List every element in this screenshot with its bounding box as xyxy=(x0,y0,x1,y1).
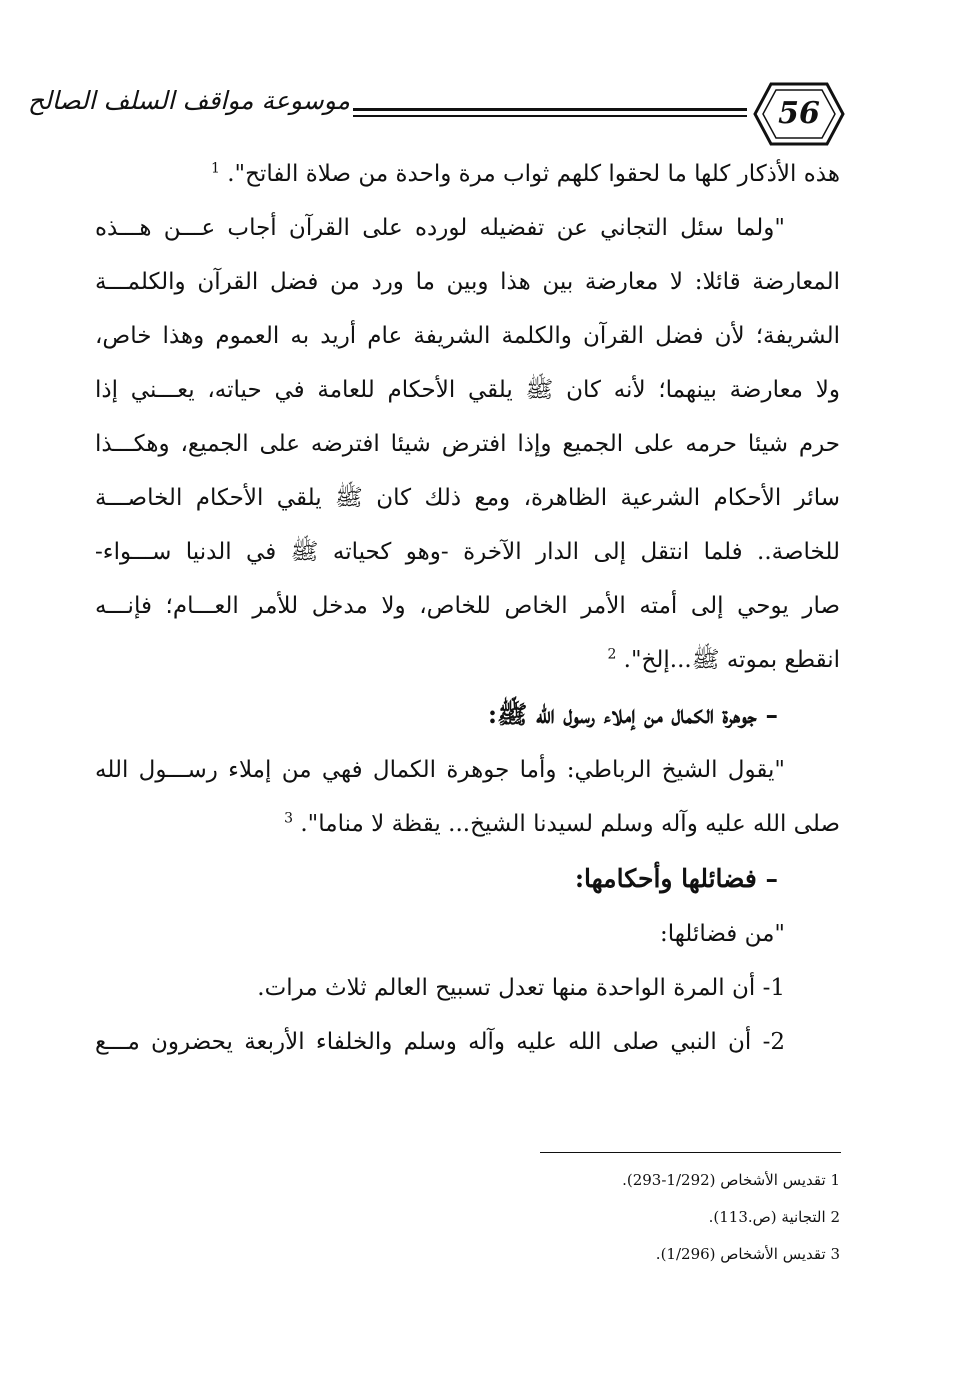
line-text: هذه الأذكار كلها ما لحقوا كلهم ثواب مرة واحدة من صلاة الفاتح". xyxy=(227,161,840,187)
page-number: 56 xyxy=(778,96,820,131)
footnote-divider xyxy=(540,1152,841,1153)
header-rule-inner xyxy=(353,115,747,117)
footnote-number: 2 xyxy=(830,1208,840,1226)
text-line xyxy=(95,417,840,471)
line-text: 2- أن النبي صلى الله عليه وآله وسلم والخلفاء الأربعة يحضرون مـــع xyxy=(95,1029,785,1055)
text-line xyxy=(95,255,840,309)
footnotes xyxy=(400,1162,840,1273)
text-line xyxy=(95,363,840,417)
header-rule xyxy=(353,108,747,111)
footnote-ref: 3 xyxy=(284,810,294,827)
footnote-ref: 1 xyxy=(211,160,220,177)
page-header xyxy=(27,78,845,150)
text-line xyxy=(95,525,840,579)
line-text: 1- أن المرة الواحدة منها تعدل تسبيح العالم ثلاث مرات. xyxy=(257,975,785,1001)
list-item xyxy=(95,961,840,1015)
footnote-text: تقديس الأشخاص (1/292-293). xyxy=(622,1171,826,1189)
text-line xyxy=(95,201,840,255)
text-line xyxy=(95,907,840,961)
section-heading: – جوهرة الكمال من إملاء رسول الله ﷺ: xyxy=(487,700,778,729)
list-item xyxy=(95,1015,840,1069)
line-text: "يقول الشيخ الرباطي: وأما جوهرة الكمال فهي من إملاء رســـول الله xyxy=(95,757,785,783)
line-text: سائر الأحكام الشرعية الظاهرة، ومع ذلك كان ﷺ يلقي الأحكام الخاصـــة xyxy=(95,485,840,511)
line-text: "من فضائلها: xyxy=(659,921,785,947)
footnote-number: 3 xyxy=(830,1245,840,1263)
line-text: ولا معارضة بينهما؛ لأنه كان ﷺ يلقي الأحكام للعامة في حياته، يعـــني إذا xyxy=(95,377,840,403)
footnote xyxy=(400,1162,840,1199)
text-line xyxy=(95,147,840,201)
section-heading: – فضائلها وأحكامها: xyxy=(574,864,778,893)
footnote xyxy=(400,1236,840,1273)
text-line xyxy=(95,797,840,851)
line-text: الشريفة؛ لأن فضل القرآن والكلمة الشريفة عام أريد به العموم وهذا خاص، xyxy=(95,323,840,349)
body-text xyxy=(95,147,840,1069)
line-text: انقطع بموته ﷺ...إلخ". xyxy=(623,647,840,673)
line-text: "ولما سئل التجاني عن تفضيله لورده على القرآن أجاب عـــن هـــذه xyxy=(95,215,785,241)
line-text: المعارضة قائلا: لا معارضة بين هذا وبين ما ورد من فضل القرآن والكلمـــة xyxy=(95,269,840,295)
text-line xyxy=(95,471,840,525)
footnote-ref: 2 xyxy=(607,646,617,663)
text-line xyxy=(95,633,840,687)
text-line xyxy=(95,743,840,797)
footnote-text: التجانية (ص.113). xyxy=(708,1208,826,1226)
footnote-text: تقديس الأشخاص (1/296). xyxy=(655,1245,826,1263)
line-text: للخاصة.. فلما انتقل إلى الدار الآخرة -وهو كحياته ﷺ في الدنيا ســـواء- xyxy=(95,539,840,565)
footnote-number: 1 xyxy=(830,1171,840,1189)
line-text: صلى الله عليه وآله وسلم لسيدنا الشيخ... يقظة لا مناما". xyxy=(300,811,840,837)
text-line xyxy=(95,309,840,363)
line-text: حرم شيئا حرمه على الجميع وإذا افترض شيئا افترضه على الجميع، وهكـــذا xyxy=(95,431,840,457)
series-title: موسوعة مواقف السلف الصالح xyxy=(27,86,350,115)
text-line xyxy=(95,579,840,633)
line-text: صار يوحي إلى أمته الأمر الخاص للخاص، ولا مدخل للأمر العـــام؛ فإنـــه xyxy=(95,593,840,619)
page-number-badge xyxy=(753,78,845,150)
footnote xyxy=(400,1199,840,1236)
